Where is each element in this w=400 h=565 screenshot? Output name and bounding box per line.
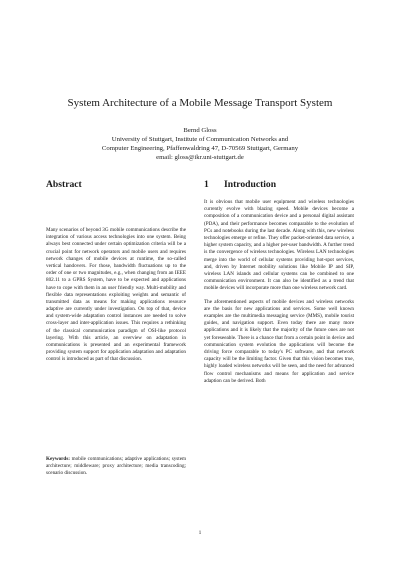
page-number: 1 [198,530,202,536]
author-name: Bernd Gloss [183,127,217,134]
author-block [20,127,380,163]
keywords-label: Keywords: [46,456,70,462]
section-title: Introduction [224,179,277,190]
introduction-paragraph-2: The aforementioned aspects of mobile devices and wireless networks are the basis for new applications and services. Some well known examples are the multimedia messaging service (MMS), mobile tourist guides, and navigation support. Even today there are many more applications and it is likely that the majority of the future ones are not yet foreseeable. There is a chance that from a certain point in device and communication system evolution the applications will become the driving force comparable to today's PC software, and that network capacity will be the limiting factor. Given that this vision becomes true, highly loaded wireless networks will be seen, and the need for advanced flow control mechanisms and means for application and service adaption can be derived. Both [204,298,354,384]
keywords-section [46,456,186,478]
author-email: email: gloss@ikr.uni-stuttgart.de [156,153,244,161]
introduction-section [204,199,354,385]
introduction-heading [204,179,354,190]
abstract-heading: Abstract [46,179,82,190]
affiliation-line-1: University of Stuttgart, Institute of Communication Networks and [111,135,289,143]
abstract-text: Many scenarios of beyond 3G mobile communications describe the integration of various access technologies into one system. Being always best connected under certain optimization criteria will be a crucial point for network operators and mobile users and requires network changes of mobile devices at runtime, the so-called vertical handovers. For those, bandwidth fluctuations up to the order of one or two magnitudes, e.g., when changing from an IEEE 802.11 to a GPRS System, have to be expected and applications have to cope with them in an user friendly way. Multi-mobility and flexible data representations exploiting weights and semantic of transmitted data as means for making applications resource adaptive are currently under investigation. On top of that, device and system-wide adaptation control instances are needed to solve cross-layer and inter-application issues. This requires a rethinking of the classical communication paradigm of OSI-like protocol layering. With this article, an overview on adaptation in communications is presented and an experimental framework providing system support for application adaptation and adaptation control is introduced as part of that discussion. [46,227,186,363]
keywords-paragraph [46,456,186,478]
section-number: 1 [204,179,209,190]
keywords-text: mobile communications; adaptive applications; system architecture; middleware; proxy architecture; media transcoding; scenario discussion. [46,456,186,477]
introduction-paragraph-1: It is obvious that mobile user equipment and wireless technologies currently evolve with blazing speed. Mobile devices become a composition of a communication device and a personal digital assistant (PDA), and their performance becomes comparable to the evolution of PCs and notebooks during the last decade. Along with this, new wireless technologies emerge or refine. They offer packet-oriented data service, a higher system capacity, and a higher per-user bandwidth. A further trend is the convergence of wireless technologies. Wireless LAN technologies merge into the world of cellular systems providing hot-spot services, and, driven by Internet mobility solutions like Mobile IP and SIP, wireless LAN islands and cellular systems can be combined to one communication environment. It can also be identified as a trend that mobile devices will incorporate more than one wireless network card. [204,199,354,292]
affiliation-line-2: Computer Engineering, Pfaffenwaldring 47, D-70569 Stuttgart, Germany [101,144,299,152]
paper-title: System Architecture of a Mobile Message Transport System [67,97,333,109]
abstract-section [46,227,186,364]
